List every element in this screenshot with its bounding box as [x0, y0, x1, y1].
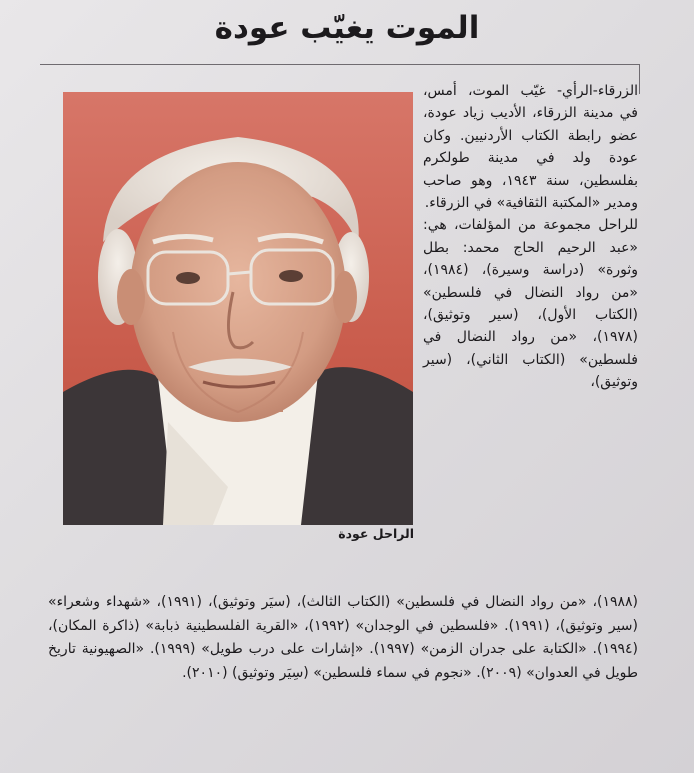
article-paragraph-1: الزرقاء-الرأي- غيّب الموت، أمس، في مدينة الزرقاء، الأديب زياد عودة، عضو رابطة الكتاب الأردنيين. وكان عودة ولد في مدينة طولكرم بفلسطين، سنة ١٩٤٣، وهو صاحب ومدير «المكتبة الثقافية» في الزرقاء.	[423, 83, 638, 212]
article-paragraph-2-part-1: للراحل مجموعة من المؤلفات، هي: «عبد الرحيم الحاج محمد: بطل وثورة» (دراسة وسيرة)، (١٩٨٤)، «من رواد النضال في فلسطين» (الكتاب الأول)، (سير وتوثيق)، (١٩٧٨)، «من رواد النضال في فلسطين» (الكتاب الثاني)، (سير وتوثيق)،	[423, 217, 638, 391]
article-paragraph-2-part-2: (١٩٨٨)، «من رواد النضال في فلسطين» (الكتاب الثالث)، (سيَر وتوثيق)، (١٩٩١)، «شهداء وشعراء» (سير وتوثيق)، (١٩٩١). «فلسطين في الوجدان» (١٩٩٢)، «القرية الفلسطينية ذبابة» (ذاكرة المكان)، (١٩٩٤). «الكتابة على جدران الزمن» (١٩٩٧). «إشارات على درب طويل» (١٩٩٩). «الصهيونية تاريخ طويل في العدوان» (٢٠٠٩). «نجوم في سماء فلسطين» (سِيَر وتوثيق) (٢٠١٠).	[48, 594, 639, 681]
headline: الموت يغيّب عودة	[214, 10, 480, 46]
article-column-side	[423, 80, 638, 394]
frame-rule-top	[40, 64, 640, 65]
portrait-image	[63, 92, 413, 525]
article-column-full	[48, 591, 638, 685]
portrait-photo	[63, 92, 413, 525]
frame-rule-right	[639, 64, 640, 94]
photo-caption: الراحل عودة	[338, 526, 414, 541]
